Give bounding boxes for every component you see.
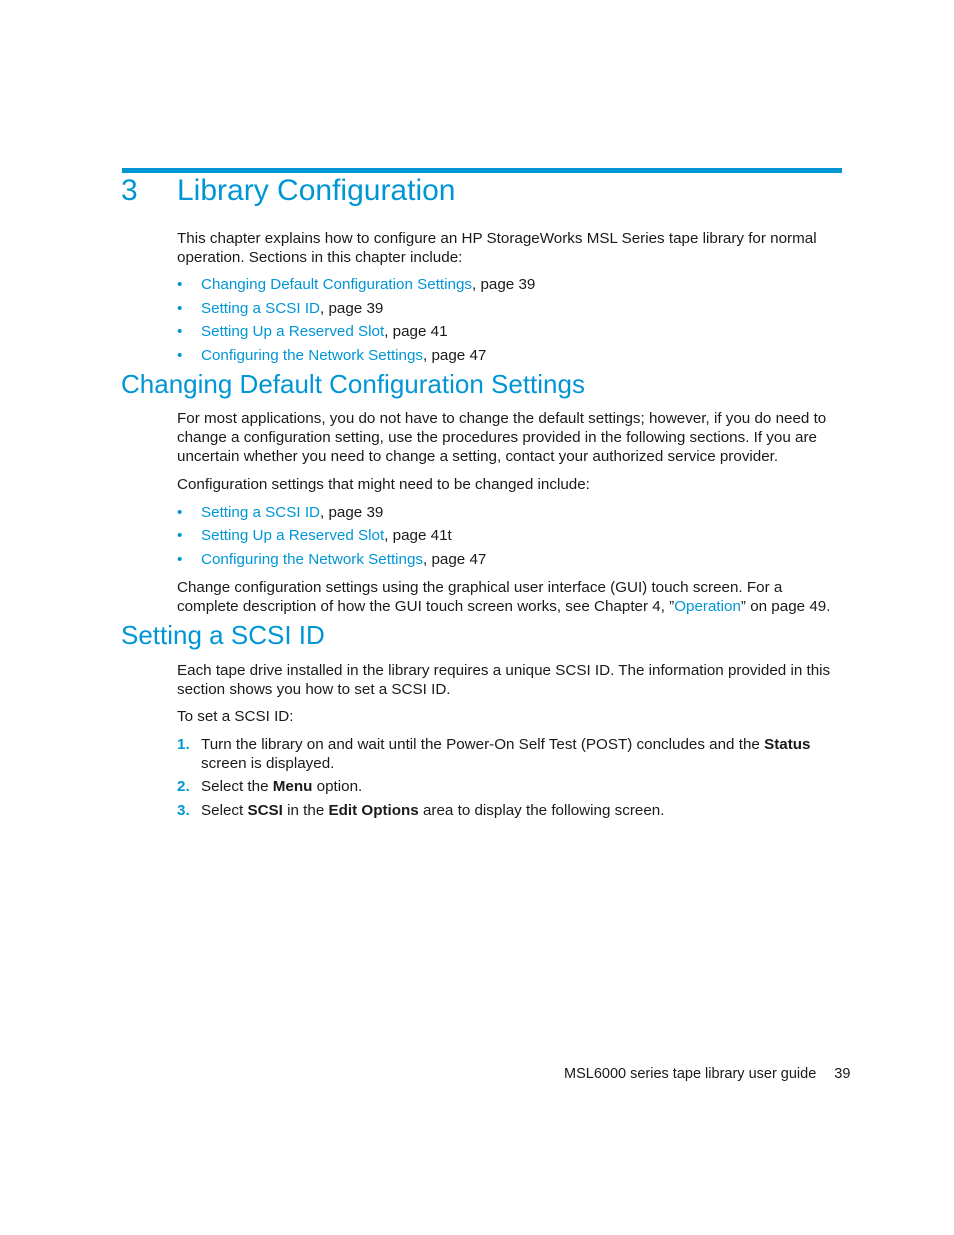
toc-link[interactable]: Changing Default Configuration Settings <box>201 276 473 293</box>
toc-link[interactable]: Setting Up a Reserved Slot <box>201 323 385 340</box>
section-paragraph: For most applications, you do not have to change the default settings; however, if you do need to change a configuration setting, use the procedures provided in the following sections. If you are uncertain whether you need to change a setting, contact your authorized service provider. <box>177 410 827 465</box>
step-item: 3. Select SCSI in the Edit Options area to display the following screen. <box>177 802 665 819</box>
toc-link[interactable]: Setting a SCSI ID <box>201 504 321 521</box>
toc-link[interactable]: Setting a SCSI ID <box>201 300 321 317</box>
list-item: • Changing Default Configuration Settings, page 39 <box>177 276 536 293</box>
section-paragraph: To set a SCSI ID: <box>177 708 294 725</box>
chapter-title: Library Configuration <box>177 174 456 207</box>
step-item: 2. Select the Menu option. <box>177 778 363 795</box>
step-item: 1. Turn the library on and wait until the Power-On Self Test (POST) concludes and the Status screen is displayed. <box>177 736 811 772</box>
operation-link[interactable]: Operation <box>674 598 741 615</box>
list-item: • Setting Up a Reserved Slot, page 41 <box>177 323 448 340</box>
list-item: • Setting Up a Reserved Slot, page 41t <box>177 527 452 544</box>
intro-paragraph: This chapter explains how to configure an HP StorageWorks MSL Series tape library for normal operation. Sections in this chapter include: <box>177 230 817 266</box>
section-paragraph: Configuration settings that might need to be changed include: <box>177 476 590 493</box>
section-title: Changing Default Configuration Settings <box>121 369 585 399</box>
section-paragraph: Each tape drive installed in the library requires a unique SCSI ID. The information provided in this section shows you how to set a SCSI ID. <box>177 662 831 698</box>
chapter-rule <box>122 168 842 173</box>
page-number: 39 <box>834 1066 851 1082</box>
toc-link[interactable]: Configuring the Network Settings <box>201 551 424 568</box>
chapter-number: 3 <box>121 174 138 207</box>
step-number: 3. <box>177 802 190 819</box>
toc-link[interactable]: Configuring the Network Settings <box>201 347 424 364</box>
list-item: • Setting a SCSI ID, page 39 <box>177 300 384 317</box>
list-item: • Configuring the Network Settings, page 47 <box>177 551 487 568</box>
toc-link[interactable]: Setting Up a Reserved Slot <box>201 527 385 544</box>
list-item: • Setting a SCSI ID, page 39 <box>177 504 384 521</box>
page-footer <box>564 1066 850 1082</box>
step-number: 1. <box>177 736 190 753</box>
section-title: Setting a SCSI ID <box>121 620 325 650</box>
step-number: 2. <box>177 778 190 795</box>
list-item: • Configuring the Network Settings, page 47 <box>177 347 487 364</box>
section-paragraph: Change configuration settings using the graphical user interface (GUI) touch screen. For a complete description of how the GUI touch screen works, see Chapter 4, ”Operation” on page 49. <box>177 579 831 615</box>
footer-title: MSL6000 series tape library user guide <box>564 1066 817 1082</box>
